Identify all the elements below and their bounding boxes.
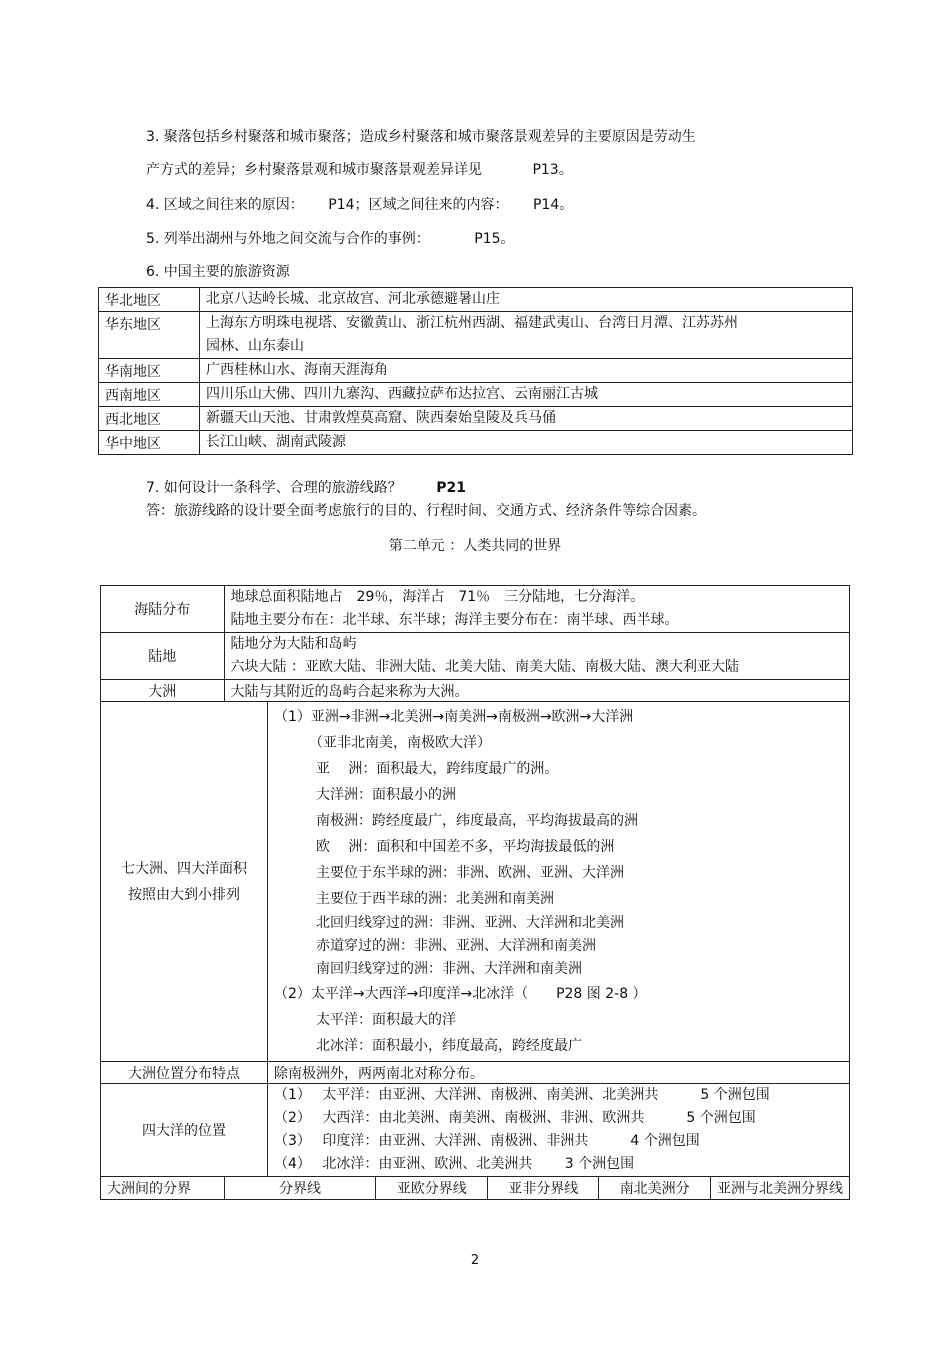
seven-four-line: 南极洲：跨经度最广，纬度最高，平均海拔最高的洲 <box>273 813 638 829</box>
item-5-ref: P15。 <box>474 231 515 247</box>
seven-four-line: 主要位于西半球的洲：北美洲和南美洲 <box>273 891 554 907</box>
table-row <box>101 633 850 680</box>
item-4-ref2: P14。 <box>532 197 574 213</box>
sea-land-line-1: 地球总面积陆地占 29％，海洋占 71％ 三分陆地，七分海洋。 <box>230 589 645 605</box>
item-3-ref: P13。 <box>532 162 573 178</box>
land-line-2: 六块大陆 ：亚欧大陆、非洲大陆、北美大陆、南美大陆、南极大陆、澳大利亚大陆 <box>230 659 739 675</box>
seven-four-line: 南回归线穿过的洲：非洲、大洋洲和南美洲 <box>273 961 582 977</box>
item-6-heading: 6. 中国主要的旅游资源 <box>146 264 290 280</box>
seven-four-line: （1）亚洲→非洲→北美洲→南美洲→南极洲→欧洲→大洋洲 <box>273 709 634 725</box>
table-row <box>101 1177 850 1200</box>
ocean-line: （3） 印度洋：由亚洲、大洋洲、南极洲、非洲共 4 个洲包围 <box>273 1133 700 1149</box>
seven-four-line: （亚非北南美，南极欧大洋） <box>273 735 491 751</box>
region-name: 西南地区 <box>99 383 200 407</box>
table-row <box>101 1084 850 1177</box>
sea-land-label: 海陆分布 <box>101 586 225 633</box>
sea-land-line-2: 陆地主要分布在：北半球、东半球；海洋主要分布在：南半球、西半球。 <box>230 612 679 628</box>
item-4-text: 4. 区域之间往来的原因： <box>146 197 304 213</box>
table-row <box>99 431 853 455</box>
question-7-ref: P21 <box>436 480 467 496</box>
region-sites-line: 上海东方明珠电视塔、安徽黄山、浙江杭州西湖、福建武夷山、台湾日月潭、江苏苏州 <box>206 315 738 331</box>
land-line-1: 陆地分为大陆和岛屿 <box>230 636 357 652</box>
region-name: 华东地区 <box>99 312 200 359</box>
item-3-line-b <box>146 161 573 179</box>
question-7 <box>146 479 466 497</box>
item-5 <box>146 230 515 248</box>
item-5-text: 5. 列举出湖州与外地之间交流与合作的事例： <box>146 231 430 247</box>
answer-7: 答：旅游线路的设计要全面考虑旅行的目的、行程时间、交通方式、经济条件等综合因素。 <box>146 503 706 519</box>
region-name: 华中地区 <box>99 431 200 455</box>
seven-four-line: 北冰洋：面积最小，纬度最高，跨经度最广 <box>273 1038 582 1054</box>
world-table <box>100 585 850 1200</box>
item-4 <box>146 196 573 214</box>
region-sites: 广西桂林山水、海南天涯海角 <box>200 359 853 383</box>
boundary-cell: 亚欧分界线 <box>376 1177 487 1200</box>
table-row <box>99 288 853 312</box>
boundary-cell: 分界线 <box>224 1177 376 1200</box>
table-row <box>99 359 853 383</box>
seven-four-line: 欧 洲：面积和中国差不多，平均海拔最低的洲 <box>273 839 615 855</box>
table-row <box>101 1062 850 1084</box>
region-name: 华南地区 <box>99 359 200 383</box>
boundary-cell: 亚非分界线 <box>487 1177 598 1200</box>
page-number: 2 <box>470 1253 480 1268</box>
table-row <box>101 680 850 702</box>
seven-four-line: 主要位于东半球的洲：非洲、欧洲、亚洲、大洋洲 <box>273 865 624 881</box>
continent-label: 大洲 <box>101 680 225 702</box>
table-row <box>101 702 850 1062</box>
tourism-table <box>98 287 853 455</box>
boundary-label: 大洲间的分界 <box>101 1177 225 1200</box>
land-content <box>224 633 849 680</box>
item-4-ref1: P14；区域之间往来的内容： <box>328 197 509 213</box>
item-3-line-a: 3. 聚落包括乡村聚落和城市聚落；造成乡村聚落和城市聚落景观差异的主要原因是劳动生 <box>146 129 696 145</box>
boundary-cell: 南北美洲分 <box>599 1177 710 1200</box>
region-name: 西北地区 <box>99 407 200 431</box>
seven-four-line: 亚 洲：面积最大，跨纬度最广的洲。 <box>273 761 559 777</box>
seven-four-label-line-2: 按照由大到小排列 <box>127 886 240 903</box>
item-3-text: 产方式的差异；乡村聚落景观和城市聚落景观差异详见 <box>146 162 482 178</box>
region-sites: 四川乐山大佛、四川九寨沟、西藏拉萨布达拉宫、云南丽江古城 <box>200 383 853 407</box>
region-sites-line: 园林、山东泰山 <box>206 338 304 354</box>
region-sites: 北京八达岭长城、北京故宫、河北承德避暑山庄 <box>200 288 853 312</box>
position-label: 大洲位置分布特点 <box>101 1062 268 1084</box>
seven-four-line: 赤道穿过的洲：非洲、亚洲、大洋洲和南美洲 <box>273 938 596 954</box>
land-label: 陆地 <box>101 633 225 680</box>
table-row <box>99 383 853 407</box>
table-row <box>99 312 853 359</box>
seven-four-label <box>101 702 268 1062</box>
table-row <box>99 407 853 431</box>
ocean-content <box>267 1084 849 1177</box>
ocean-line: （2） 大西洋：由北美洲、南美洲、南极洲、非洲、欧洲共 5 个洲包围 <box>273 1110 756 1126</box>
continent-definition: 大陆与其附近的岛屿合起来称为大洲。 <box>224 680 849 702</box>
table-row <box>101 586 850 633</box>
boundary-cell: 亚洲与北美洲分界线 <box>710 1177 849 1200</box>
region-sites <box>200 312 853 359</box>
ocean-line: （1） 太平洋：由亚洲、大洋洲、南极洲、南美洲、北美洲共 5 个洲包围 <box>273 1087 770 1103</box>
ocean-label: 四大洋的位置 <box>101 1084 268 1177</box>
question-7-text: 7. 如何设计一条科学、合理的旅游线路？ <box>146 480 402 496</box>
region-sites: 新疆天山天池、甘肃敦煌莫高窟、陕西秦始皇陵及兵马俑 <box>200 407 853 431</box>
region-sites: 长江山峡、湖南武陵源 <box>200 431 853 455</box>
seven-four-line: 大洋洲：面积最小的洲 <box>273 787 456 803</box>
sea-land-content <box>224 586 849 633</box>
ocean-line: （4） 北冰洋：由亚洲、欧洲、北美洲共 3 个洲包围 <box>273 1156 635 1172</box>
region-name: 华北地区 <box>99 288 200 312</box>
seven-four-line: 北回归线穿过的洲：非洲、亚洲、大洋洲和北美洲 <box>273 915 624 931</box>
seven-four-content <box>267 702 849 1062</box>
position-value: 除南极洲外，两两南北对称分布。 <box>267 1062 849 1084</box>
seven-four-label-line-1: 七大洲、四大洋面积 <box>120 860 247 877</box>
seven-four-line: 太平洋：面积最大的洋 <box>273 1012 456 1028</box>
unit-title: 第二单元 ：人类共同的世界 <box>388 538 562 554</box>
seven-four-line: （2）太平洋→大西洋→印度洋→北冰洋（ P28 图 2-8 ） <box>273 986 647 1002</box>
